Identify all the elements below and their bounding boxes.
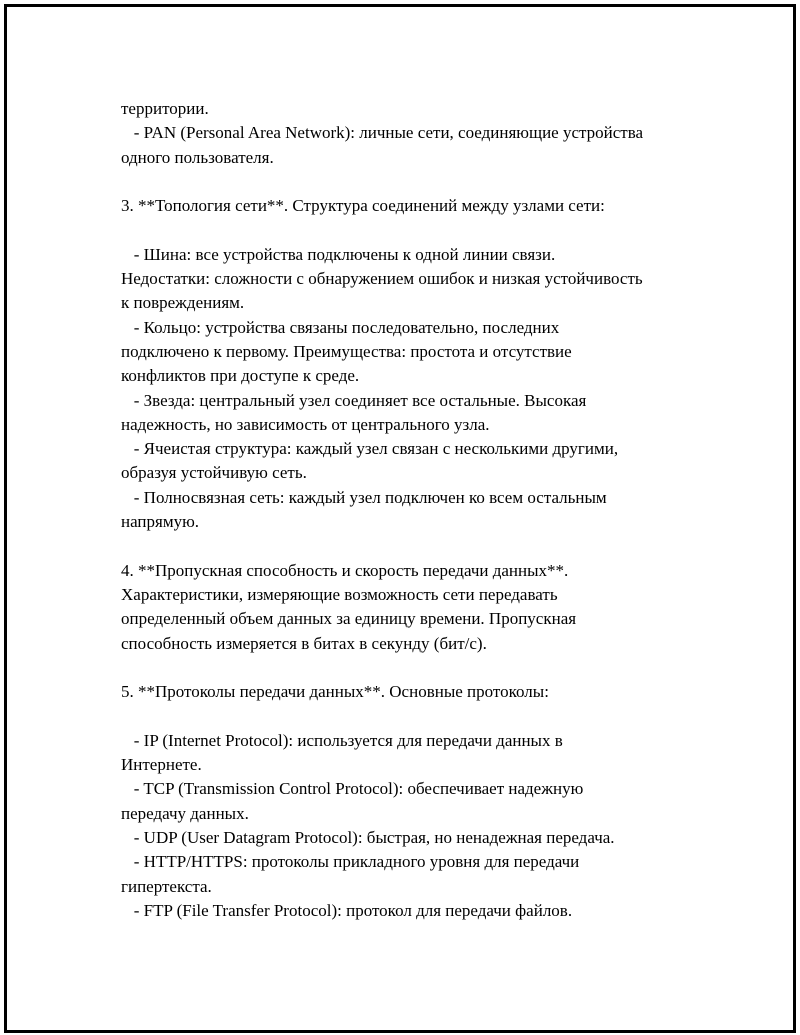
paragraph-gap xyxy=(121,170,721,194)
text-line: - PAN (Personal Area Network): личные сети, соединяющие устройства xyxy=(121,123,644,143)
text-line: - TCP (Transmission Control Protocol): обеспечивает надежную xyxy=(121,779,584,799)
page-frame xyxy=(4,4,796,1033)
text-line: - Ячеистая структура: каждый узел связан с несколькими другими, xyxy=(121,439,619,459)
text-line: 4. **Пропускная способность и скорость передачи данных**. xyxy=(121,560,569,580)
text-line: Характеристики, измеряющие возможность сети передавать xyxy=(121,584,558,604)
text-line: 5. **Протоколы передачи данных**. Основные протоколы: xyxy=(121,682,549,702)
text-line: территории. xyxy=(121,99,209,118)
text-line: Интернете. xyxy=(121,755,202,775)
text-line: конфликтов при доступе к среде. xyxy=(121,366,360,386)
text-line: - Полносвязная сеть: каждый узел подключен ко всем остальным xyxy=(121,487,607,507)
text-line: гипертекста. xyxy=(121,876,212,896)
paragraph-gap xyxy=(121,656,721,680)
text-line: одного пользователя. xyxy=(121,147,274,167)
text-line: надежность, но зависимость от центрального узла. xyxy=(121,414,490,434)
document-body xyxy=(121,97,721,923)
text-line: образуя устойчивую сеть. xyxy=(121,463,307,483)
text-line: - FTP (File Transfer Protocol): протокол для передачи файлов. xyxy=(121,900,573,920)
text-line: к повреждениям. xyxy=(121,293,245,313)
text-line: - UDP (User Datagram Protocol): быстрая, но ненадежная передача. xyxy=(121,827,615,847)
text-line: передачу данных. xyxy=(121,803,249,823)
text-line: - Звезда: центральный узел соединяет все остальные. Высокая xyxy=(121,390,587,410)
text-line: определенный объем данных за единицу времени. Пропускная xyxy=(121,609,577,629)
text-line: подключено к первому. Преимущества: простота и отсутствие xyxy=(121,341,572,361)
text-line: Недостатки: сложности с обнаружением ошибок и низкая устойчивость xyxy=(121,269,643,289)
text-line: - IP (Internet Protocol): используется для передачи данных в xyxy=(121,730,563,750)
text-line: - HTTP/HTTPS: протоколы прикладного уровня для передачи xyxy=(121,852,580,872)
paragraph-gap xyxy=(121,704,721,728)
text-line: 3. **Топология сети**. Структура соединений между узлами сети: xyxy=(121,196,605,216)
text-line: - Кольцо: устройства связаны последовательно, последних xyxy=(121,317,560,337)
text-line: - Шина: все устройства подключены к одной линии связи. xyxy=(121,244,556,264)
paragraph-gap xyxy=(121,534,721,558)
paragraph-gap xyxy=(121,218,721,242)
text-line: способность измеряется в битах в секунду (бит/с). xyxy=(121,633,487,653)
text-line: напрямую. xyxy=(121,512,200,532)
